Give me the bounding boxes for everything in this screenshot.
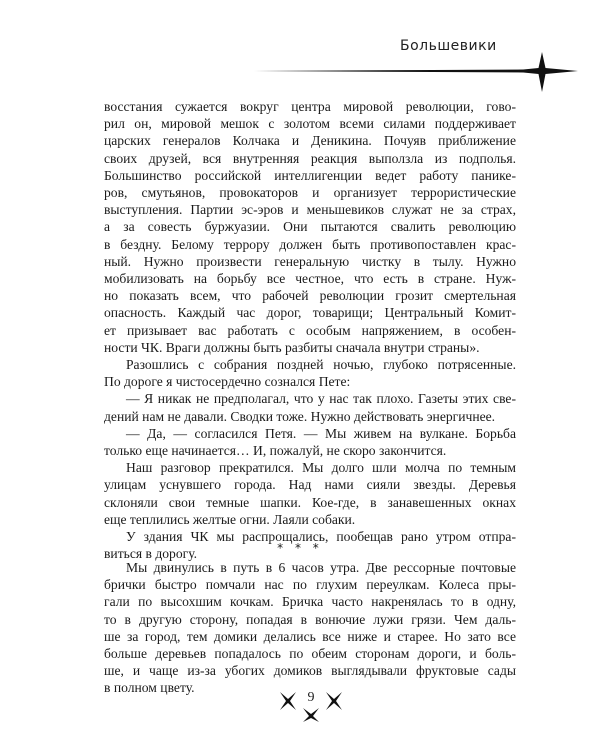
text-line: больше деревьев попадалось по обеим сторонам дороги, и боль- (104, 646, 516, 662)
text-line: а за совесть буржуазии. Они пытаются свалить революцию (104, 219, 516, 235)
text-line: брички быстро помчали нас по глухим переулкам. Колеса пры- (104, 577, 516, 593)
section-2-text (104, 559, 516, 697)
paragraph-5 (104, 459, 516, 528)
text-line: то в другую сторону, попадая в вонючие лужи грязи. Чем даль- (104, 611, 516, 627)
text-line: гали по высохшим кочкам. Бричка часто накренялась то в одну, (104, 594, 516, 610)
text-line: У здания ЧК мы распрощались, пообещав рано утром отпра- (126, 529, 516, 545)
header-star-rule (248, 52, 578, 92)
text-line: улицам уснувшего города. Над нами сияли звезды. Деревья (104, 477, 516, 493)
page-footer (276, 686, 346, 722)
text-line: ше, и чаще из-за убогих домиков выглядывали фруктовые сады (104, 663, 516, 679)
text-line: восстания сужается вокруг центра мировой революции, гово- (104, 99, 516, 114)
header-rule-line (248, 70, 532, 73)
text-line: По дороге я чистосердечно сознался Пете: (104, 374, 351, 390)
paragraph-4 (104, 425, 516, 459)
text-line: виться в дорогу. (104, 546, 198, 562)
text-line: — Да, — согласился Петя. — Мы живем на вулкане. Борьба (126, 425, 516, 441)
running-header-title: Большевики (400, 38, 497, 54)
paragraph-7 (104, 559, 516, 697)
text-line: мобилизовать на борьбу все честное, что есть в стране. Нуж- (104, 271, 516, 287)
text-line: — Я никак не предполагал, что у нас так плохо. Газеты этих све- (126, 391, 516, 407)
text-line: Наш разговор прекратился. Мы долго шли молча по темным (126, 460, 516, 476)
text-line: в полном цвету. (104, 680, 195, 696)
text-line: в бездну. Белому террору должен быть противопоставлен крас- (104, 236, 516, 252)
text-line: склоняли свои темные шапки. Кое-где, в занавешенных окнах (104, 494, 516, 510)
text-line: ности ЧК. Враги должны быть разбиты сначала внутри страны». (104, 339, 480, 355)
text-line: Разошлись с собрания поздней ночью, глубоко потрясенные. (126, 357, 516, 373)
section-separator: * * * (277, 541, 323, 555)
paragraph-3 (104, 390, 516, 424)
text-line: еще теплились желтые огни. Лаяли собаки. (104, 511, 356, 527)
text-line: царских генералов Колчака и Деникина. Почуяв приближение (104, 133, 516, 149)
main-text (104, 98, 516, 562)
text-line: ше за город, тем домики делались все ниже и старее. Но зато все (104, 628, 516, 644)
text-line: ров, смутьянов, провокаторов и организует террористические (104, 185, 516, 201)
paragraph-continued (104, 98, 516, 356)
text-line: ный. Нужно произвести генеральную чистку в тылу. Нужно (104, 253, 516, 269)
text-line: только еще начинается… И, пожалуй, не скоро закончится. (104, 443, 447, 459)
paragraph-2 (104, 356, 516, 390)
text-line: Мы двинулись в путь в 6 часов утра. Две рессорные почтовые (126, 560, 516, 575)
header-rule-star-icon (508, 52, 578, 92)
text-line: выступления. Партии эс-эров и меньшевиков служат не за страх, (104, 202, 516, 218)
text-line: опасность. Каждый час дорог, товарищи; Центральный Комит- (104, 305, 516, 321)
text-line: своих друзей, вся внутренняя реакция выползла из подполья. (104, 150, 516, 166)
text-line: ет призывает вас работать с особым напряжением, в особен- (104, 322, 516, 338)
text-line: рил он, мировой мешок с золотом всеми силами поддерживает (104, 116, 516, 132)
page-number: 9 (307, 690, 315, 705)
text-line: но показать всем, что рабочей революции грозит смертельная (104, 288, 516, 304)
text-line: дений нам не давали. Сводки тоже. Нужно действовать энергичнее. (104, 408, 496, 424)
text-line: Большинство российской интеллигенции ведет работу панике- (104, 167, 516, 183)
